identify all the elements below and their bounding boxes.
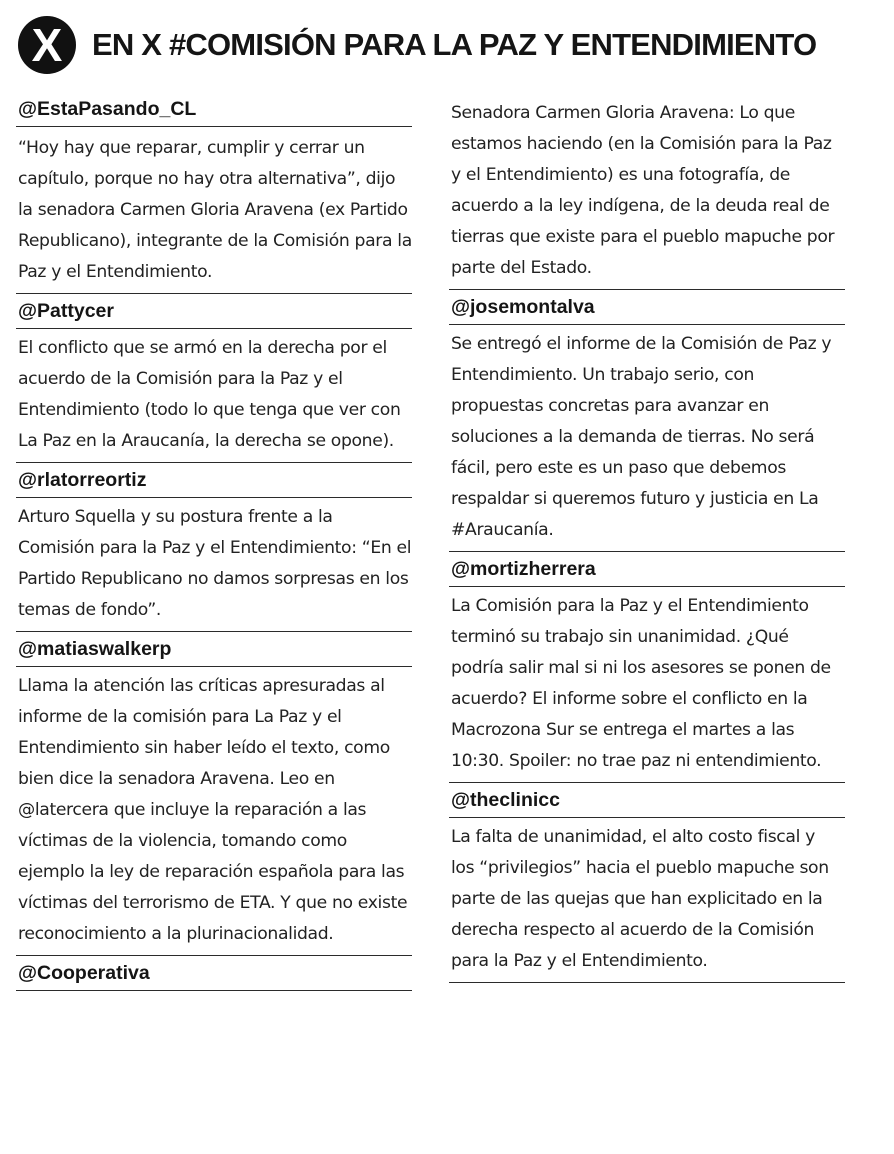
post-handle[interactable]: @josemontalva (449, 290, 845, 325)
post-josemontalva (449, 290, 845, 552)
post-pattycer (16, 294, 412, 463)
left-column (16, 92, 412, 991)
post-theclinicc (449, 783, 845, 983)
post-handle[interactable]: @Cooperativa (16, 956, 412, 991)
x-logo-icon: X (18, 16, 76, 74)
post-text: El conflicto que se armó en la derecha por el acuerdo de la Comisión para la Paz y el Entendimiento (todo lo que tenga que ver con La Paz en la Araucanía, la derecha se opone). (16, 329, 412, 463)
post-handle[interactable]: @rlatorreortiz (16, 463, 412, 498)
post-handle[interactable]: @theclinicc (449, 783, 845, 818)
post-text-lead: Senadora Carmen Gloria Aravena: Lo que estamos haciendo (en la Comisión para la Paz y el Entendimiento) es una fotografía, de acuerdo a la ley indígena, de la deuda real de tierras que existe para el pueblo mapuche por parte del Estado. (449, 92, 845, 290)
post-rlatorreortiz (16, 463, 412, 632)
post-text: Arturo Squella y su postura frente a la Comisión para la Paz y el Entendimiento: “En el Partido Republicano no damos sorpresas en los temas de fondo”. (16, 498, 412, 632)
right-column (449, 92, 845, 983)
post-handle[interactable]: @matiaswalkerp (16, 632, 412, 667)
post-mortizherrera (449, 552, 845, 783)
page-header (18, 16, 878, 76)
post-text: La falta de unanimidad, el alto costo fiscal y los “privilegios” hacia el pueblo mapuche son parte de las quejas que han explicitado en la derecha respecto al acuerdo de la Comisión para la Paz y el Entendimiento. (449, 818, 845, 983)
page-title: EN X #COMISIÓN PARA LA PAZ Y ENTENDIMIENTO (92, 27, 817, 62)
post-matiaswalkerp (16, 632, 412, 956)
post-handle[interactable]: @mortizherrera (449, 552, 845, 587)
post-estapasando (16, 92, 412, 294)
post-handle[interactable]: @EstaPasando_CL (16, 92, 412, 127)
post-text: “Hoy hay que reparar, cumplir y cerrar un capítulo, porque no hay otra alternativa”, dijo la senadora Carmen Gloria Aravena (ex Partido Republicano), integrante de la Comisión para la Paz y el Entendimiento. (16, 127, 412, 294)
post-text: Llama la atención las críticas apresuradas al informe de la comisión para La Paz y el Entendimiento sin haber leído el texto, como bien dice la senadora Aravena. Leo en @latercera que incluye la reparación a las víctimas de la violencia, tomando como ejemplo la ley de reparación española para las víctimas del terrorismo de ETA. Y que no existe reconocimiento a la plurinacionalidad. (16, 667, 412, 956)
post-text: La Comisión para la Paz y el Entendimiento terminó su trabajo sin unanimidad. ¿Qué podría salir mal si ni los asesores se ponen de acuerdo? El informe sobre el conflicto en la Macrozona Sur se entrega el martes a las 10:30. Spoiler: no trae paz ni entendimiento. (449, 587, 845, 783)
post-handle[interactable]: @Pattycer (16, 294, 412, 329)
post-text: Se entregó el informe de la Comisión de Paz y Entendimiento. Un trabajo serio, con propuestas concretas para avanzar en soluciones a la demanda de tierras. No será fácil, pero este es un paso que debemos respaldar si queremos futuro y justicia en La #Araucanía. (449, 325, 845, 552)
post-cooperativa (16, 956, 412, 991)
